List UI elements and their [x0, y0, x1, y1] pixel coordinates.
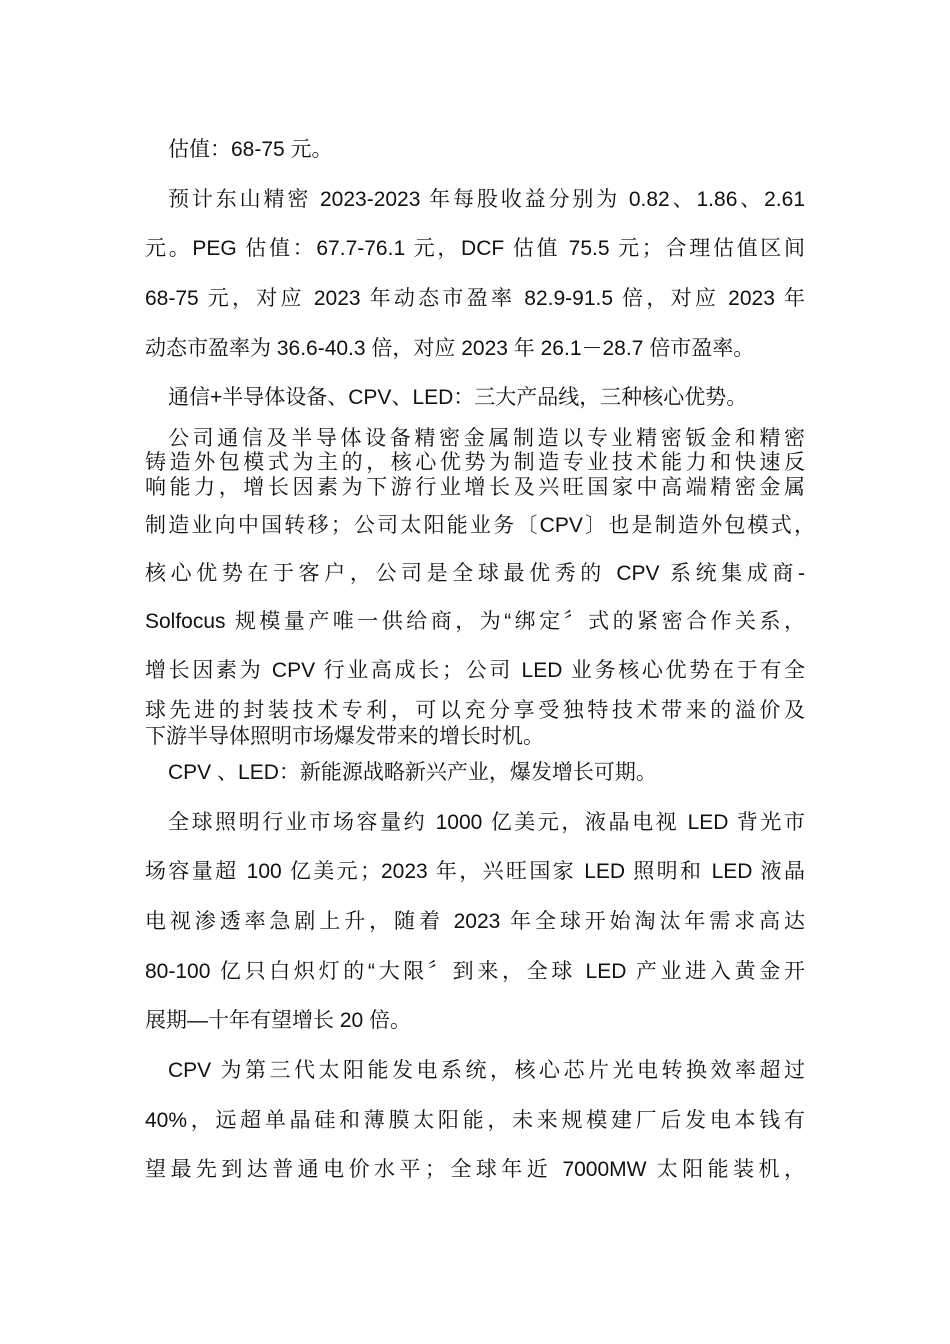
text-line: 望最先到达普通电价水平；全球年近 7000MW 太阳能装机， [145, 1158, 805, 1181]
text-line: 增长因素为 CPV 行业高成长；公司 LED 业务核心优势在于有全 [145, 659, 805, 682]
text-line: Solfocus 规模量产唯一供给商，为“绑定〞式的紧密合作关系， [145, 610, 805, 633]
text-line: 铸造外包模式为主的，核心优势为制造专业技术能力和快速反 [145, 451, 805, 474]
text-line: 估值：68-75 元。 [168, 138, 333, 161]
text-line: 68-75 元，对应 2023 年动态市盈率 82.9-91.5 倍，对应 2023 年 [145, 287, 805, 310]
text-line: 公司通信及半导体设备精密金属制造以专业精密钣金和精密 [168, 427, 805, 450]
text-line: 80-100 亿只白炽灯的“大限〞到来，全球 LED 产业进入黄金开 [145, 960, 805, 983]
text-line: CPV 为第三代太阳能发电系统，核心芯片光电转换效率超过 [168, 1059, 805, 1082]
text-line: 电视渗透率急剧上升，随着 2023 年全球开始淘汰年需求高达 [145, 910, 805, 933]
text-line: 制造业向中国转移；公司太阳能业务〔CPV〕也是制造外包模式， [145, 514, 815, 537]
text-line: CPV 、LED：新能源战略新兴产业，爆发增长可期。 [168, 761, 657, 784]
text-line: 通信+半导体设备、CPV、LED：三大产品线，三种核心优势。 [168, 386, 748, 409]
text-line: 展期—十年有望增长 20 倍。 [145, 1009, 412, 1032]
text-line: 响能力，增长因素为下游行业增长及兴旺国家中高端精密金属 [145, 476, 805, 499]
text-line: 核心优势在于客户，公司是全球最优秀的 CPV 系统集成商- [145, 562, 805, 585]
text-line: 全球照明行业市场容量约 1000 亿美元，液晶电视 LED 背光市 [168, 811, 805, 834]
text-line: 球先进的封装技术专利，可以充分享受独特技术带来的溢价及 [145, 699, 805, 722]
text-line: 40%，远超单晶硅和薄膜太阳能，未来规模建厂后发电本钱有 [145, 1109, 805, 1132]
text-line: 下游半导体照明市场爆发带来的增长时机。 [145, 725, 544, 748]
text-line: 元。PEG 估值：67.7-76.1 元，DCF 估值 75.5 元；合理估值区间 [145, 237, 805, 260]
text-line: 动态市盈率为 36.6-40.3 倍，对应 2023 年 26.1－28.7 倍市盈率。 [145, 337, 755, 360]
text-line: 场容量超 100 亿美元；2023 年，兴旺国家 LED 照明和 LED 液晶 [145, 860, 805, 883]
text-line: 预计东山精密 2023-2023 年每股收益分别为 0.82、1.86、2.61 [168, 188, 805, 211]
